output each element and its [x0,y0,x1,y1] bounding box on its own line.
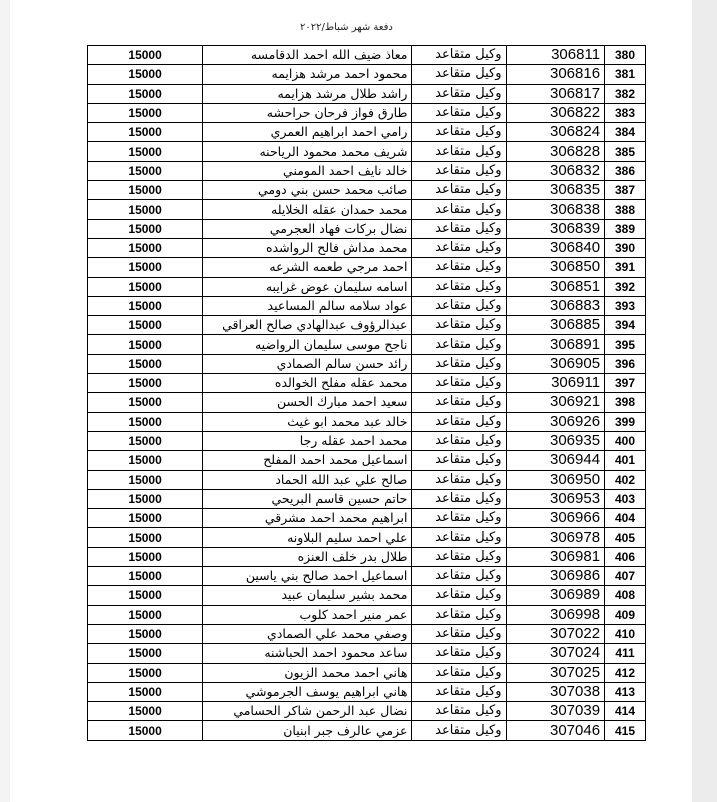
table-row [88,721,646,740]
role-title: وكيل متقاعد [412,316,506,335]
table-row [88,624,646,643]
row-number: 391 [605,258,646,277]
payment-amount: 15000 [88,258,203,277]
table-row [88,586,646,605]
table-row [88,103,646,122]
employee-name: نضال عبد الرحمن شاكر الحسامي [203,702,412,721]
row-number: 411 [605,644,646,663]
document-title: دفعة شهر شباط/٢٠٢٢ [300,22,393,33]
employee-name: شريف محمد محمود الرياحنه [203,142,412,161]
row-number: 414 [605,702,646,721]
payment-amount: 15000 [88,702,203,721]
employee-id: 306950 [506,470,605,489]
role-title: وكيل متقاعد [412,528,506,547]
row-number: 413 [605,682,646,701]
employee-id: 306828 [506,142,605,161]
role-title: وكيل متقاعد [412,547,506,566]
payment-amount: 15000 [88,103,203,122]
employee-name: ناجح موسى سليمان الرواضيه [203,335,412,354]
role-title: وكيل متقاعد [412,509,506,528]
employee-id: 306817 [506,84,605,103]
role-title: وكيل متقاعد [412,393,506,412]
employee-id: 306838 [506,200,605,219]
row-number: 406 [605,547,646,566]
employee-name: هاني احمد محمد الزيون [203,663,412,682]
role-title: وكيل متقاعد [412,644,506,663]
employee-id: 306885 [506,316,605,335]
table-row [88,528,646,547]
employee-id: 306835 [506,181,605,200]
table-body [88,46,646,741]
employee-name: محمد احمد عقله رجا [203,431,412,450]
payment-amount: 15000 [88,605,203,624]
payment-amount: 15000 [88,547,203,566]
row-number: 385 [605,142,646,161]
payment-amount: 15000 [88,335,203,354]
employee-id: 306935 [506,431,605,450]
table-row [88,644,646,663]
role-title: وكيل متقاعد [412,624,506,643]
employee-id: 306883 [506,296,605,315]
payment-amount: 15000 [88,354,203,373]
table-row [88,65,646,84]
row-number: 400 [605,431,646,450]
table-row [88,123,646,142]
payment-amount: 15000 [88,316,203,335]
employee-name: محمد عقله مفلح الخوالده [203,374,412,393]
table-row [88,354,646,373]
employee-name: صالح علي عبد الله الحماد [203,470,412,489]
table-row [88,84,646,103]
payment-amount: 15000 [88,200,203,219]
role-title: وكيل متقاعد [412,470,506,489]
row-number: 410 [605,624,646,643]
payment-amount: 15000 [88,721,203,740]
payment-amount: 15000 [88,65,203,84]
table-row [88,142,646,161]
payment-amount: 15000 [88,238,203,257]
payment-table [87,45,646,741]
employee-name: راشد طلال مرشد هزايمه [203,84,412,103]
table-row [88,682,646,701]
row-number: 407 [605,567,646,586]
payment-amount: 15000 [88,412,203,431]
payment-amount: 15000 [88,528,203,547]
row-number: 397 [605,374,646,393]
row-number: 387 [605,181,646,200]
employee-id: 306850 [506,258,605,277]
table-row [88,161,646,180]
employee-id: 306998 [506,605,605,624]
employee-name: اسامه سليمان عوض غرايبه [203,277,412,296]
employee-id: 306811 [506,46,605,65]
table-row [88,277,646,296]
employee-id: 307024 [506,644,605,663]
employee-name: صائب محمد حسن بني دومي [203,181,412,200]
employee-name: عزمي عالرف جبر ابنيان [203,721,412,740]
employee-id: 306840 [506,238,605,257]
payment-amount: 15000 [88,84,203,103]
row-number: 393 [605,296,646,315]
table-row [88,547,646,566]
employee-name: احمد مرجي طعمه الشرعه [203,258,412,277]
employee-name: عبدالرؤوف عبدالهادي صالح العراقي [203,316,412,335]
payment-amount: 15000 [88,586,203,605]
role-title: وكيل متقاعد [412,431,506,450]
page-edge [692,0,717,802]
role-title: وكيل متقاعد [412,142,506,161]
table-row [88,412,646,431]
role-title: وكيل متقاعد [412,663,506,682]
role-title: وكيل متقاعد [412,161,506,180]
employee-id: 306822 [506,103,605,122]
table-row [88,702,646,721]
role-title: وكيل متقاعد [412,567,506,586]
role-title: وكيل متقاعد [412,65,506,84]
table-row [88,238,646,257]
payment-amount: 15000 [88,624,203,643]
table-row [88,46,646,65]
role-title: وكيل متقاعد [412,277,506,296]
employee-id: 306981 [506,547,605,566]
row-number: 415 [605,721,646,740]
role-title: وكيل متقاعد [412,84,506,103]
table-row [88,316,646,335]
employee-id: 306816 [506,65,605,84]
employee-name: حاتم حسين قاسم البريحي [203,489,412,508]
table-row [88,258,646,277]
payment-amount: 15000 [88,296,203,315]
payment-amount: 15000 [88,644,203,663]
employee-id: 306944 [506,451,605,470]
employee-id: 306824 [506,123,605,142]
employee-id: 306989 [506,586,605,605]
employee-id: 306986 [506,567,605,586]
employee-id: 307039 [506,702,605,721]
table-row [88,605,646,624]
row-number: 399 [605,412,646,431]
table-row [88,181,646,200]
row-number: 409 [605,605,646,624]
employee-name: علي احمد سليم البلاونه [203,528,412,547]
employee-name: عمر منير احمد كلوب [203,605,412,624]
employee-id: 306911 [506,374,605,393]
payment-amount: 15000 [88,431,203,450]
role-title: وكيل متقاعد [412,354,506,373]
role-title: وكيل متقاعد [412,412,506,431]
payment-amount: 15000 [88,374,203,393]
role-title: وكيل متقاعد [412,200,506,219]
table-row [88,451,646,470]
table-row [88,489,646,508]
employee-id: 306905 [506,354,605,373]
table-row [88,431,646,450]
role-title: وكيل متقاعد [412,489,506,508]
role-title: وكيل متقاعد [412,586,506,605]
employee-id: 306921 [506,393,605,412]
employee-name: محمود احمد مرشد هزايمه [203,65,412,84]
table-row [88,567,646,586]
employee-name: هاني ابراهيم يوسف الجرموشي [203,682,412,701]
employee-id: 306953 [506,489,605,508]
table-row [88,200,646,219]
payment-amount: 15000 [88,470,203,489]
employee-name: محمد حمدان عقله الخلايله [203,200,412,219]
employee-name: طارق فواز فرحان حراحشه [203,103,412,122]
payment-amount: 15000 [88,181,203,200]
payment-amount: 15000 [88,489,203,508]
role-title: وكيل متقاعد [412,219,506,238]
employee-id: 306851 [506,277,605,296]
row-number: 408 [605,586,646,605]
role-title: وكيل متقاعد [412,702,506,721]
payment-amount: 15000 [88,451,203,470]
row-number: 402 [605,470,646,489]
employee-name: ابراهيم محمد احمد مشرقي [203,509,412,528]
row-number: 398 [605,393,646,412]
role-title: وكيل متقاعد [412,335,506,354]
row-number: 381 [605,65,646,84]
employee-id: 306832 [506,161,605,180]
role-title: وكيل متقاعد [412,258,506,277]
row-number: 382 [605,84,646,103]
row-number: 412 [605,663,646,682]
table-row [88,219,646,238]
role-title: وكيل متقاعد [412,103,506,122]
table-row [88,335,646,354]
employee-name: رامي احمد ابراهيم العمري [203,123,412,142]
employee-id: 307038 [506,682,605,701]
row-number: 390 [605,238,646,257]
employee-name: خالد عبد محمد ابو غيث [203,412,412,431]
employee-id: 307046 [506,721,605,740]
row-number: 384 [605,123,646,142]
employee-name: عواد سلامه سالم المساعيد [203,296,412,315]
table-row [88,663,646,682]
row-number: 388 [605,200,646,219]
role-title: وكيل متقاعد [412,123,506,142]
payment-amount: 15000 [88,123,203,142]
row-number: 394 [605,316,646,335]
payment-amount: 15000 [88,567,203,586]
row-number: 401 [605,451,646,470]
payment-amount: 15000 [88,277,203,296]
table-row [88,470,646,489]
table-row [88,296,646,315]
row-number: 386 [605,161,646,180]
employee-id: 306966 [506,509,605,528]
employee-name: طلال بدر خلف العنزه [203,547,412,566]
employee-name: محمد مداش فالح الرواشده [203,238,412,257]
payment-amount: 15000 [88,682,203,701]
employee-name: رائد حسن سالم الصمادي [203,354,412,373]
table-row [88,374,646,393]
role-title: وكيل متقاعد [412,451,506,470]
employee-name: محمد بشير سليمان عبيد [203,586,412,605]
row-number: 405 [605,528,646,547]
row-number: 404 [605,509,646,528]
employee-name: اسماعيل احمد صالح بني ياسين [203,567,412,586]
payment-amount: 15000 [88,393,203,412]
role-title: وكيل متقاعد [412,721,506,740]
employee-name: اسماعيل محمد احمد المفلح [203,451,412,470]
employee-name: وصفي محمد علي الصمادي [203,624,412,643]
table-row [88,393,646,412]
row-number: 380 [605,46,646,65]
payment-amount: 15000 [88,142,203,161]
role-title: وكيل متقاعد [412,296,506,315]
employee-id: 306891 [506,335,605,354]
employee-name: نضال بركات فهاد العجرمي [203,219,412,238]
payment-amount: 15000 [88,663,203,682]
role-title: وكيل متقاعد [412,374,506,393]
role-title: وكيل متقاعد [412,605,506,624]
row-number: 392 [605,277,646,296]
employee-id: 307022 [506,624,605,643]
table-row [88,509,646,528]
payment-amount: 15000 [88,219,203,238]
role-title: وكيل متقاعد [412,46,506,65]
role-title: وكيل متقاعد [412,238,506,257]
row-number: 383 [605,103,646,122]
row-number: 396 [605,354,646,373]
employee-id: 306839 [506,219,605,238]
employee-id: 306978 [506,528,605,547]
payment-amount: 15000 [88,161,203,180]
row-number: 395 [605,335,646,354]
employee-id: 306926 [506,412,605,431]
role-title: وكيل متقاعد [412,181,506,200]
role-title: وكيل متقاعد [412,682,506,701]
employee-name: معاذ ضيف الله احمد الدقامسه [203,46,412,65]
row-number: 389 [605,219,646,238]
employee-name: ساعد محمود احمد الحباشنه [203,644,412,663]
payment-amount: 15000 [88,509,203,528]
payment-amount: 15000 [88,46,203,65]
employee-name: سعيد احمد مبارك الحسن [203,393,412,412]
employee-name: خالد نايف احمد المومني [203,161,412,180]
row-number: 403 [605,489,646,508]
employee-id: 307025 [506,663,605,682]
